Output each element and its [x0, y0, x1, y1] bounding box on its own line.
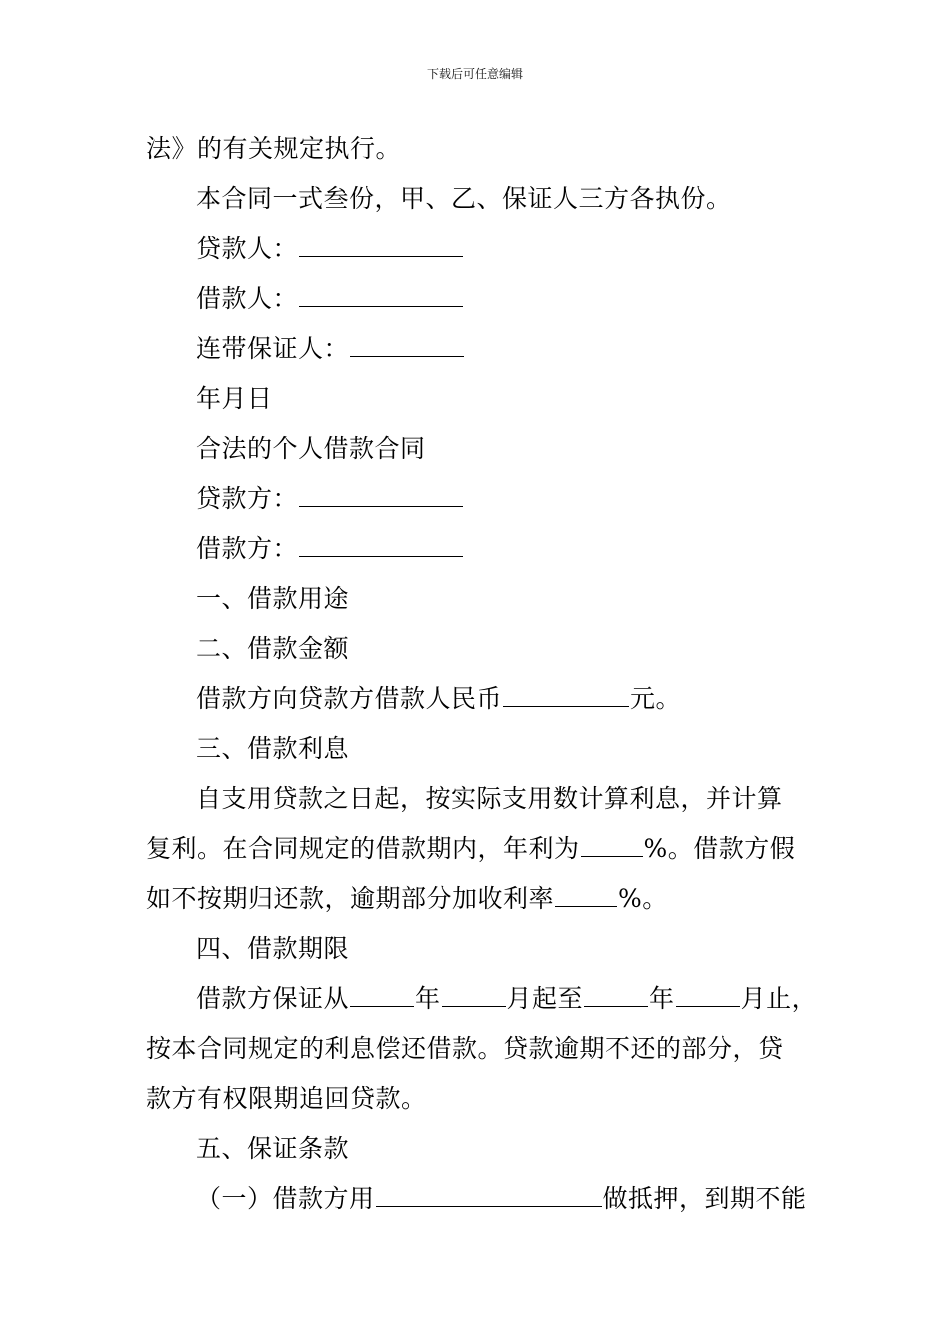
- clause-heading: 三、借款利息: [196, 734, 350, 763]
- text-segment: 元。: [630, 684, 682, 713]
- paragraph-line: 款方有权限期追回贷款。: [146, 1084, 427, 1113]
- borrower-signature-line: [196, 282, 464, 316]
- date-line: 年月日: [196, 384, 273, 413]
- paragraph-line: [146, 882, 668, 916]
- clause-heading: 四、借款期限: [196, 934, 350, 963]
- blank-field: [676, 984, 740, 1007]
- lender-party-line: [196, 482, 464, 516]
- blank-field: [442, 984, 506, 1007]
- blank-field: [581, 834, 643, 857]
- text-segment: 年: [649, 984, 675, 1013]
- text-segment: 月起至: [506, 984, 584, 1013]
- blank-field: [350, 334, 464, 357]
- paragraph-line: [146, 832, 795, 866]
- page-header-note: 下载后可任意编辑: [426, 67, 523, 81]
- clause-heading: 五、保证条款: [196, 1134, 350, 1163]
- blank-field: [299, 284, 463, 307]
- blank-field: [555, 884, 617, 907]
- paragraph-line: 法》的有关规定执行。: [146, 134, 402, 163]
- blank-field: [299, 234, 463, 257]
- blank-field: [584, 984, 648, 1007]
- paragraph-line: 本合同一式叁份，甲、乙、保证人三方各执份。: [196, 184, 732, 213]
- blank-field: [376, 1184, 602, 1207]
- lender-label: 贷款人：: [196, 234, 299, 263]
- text-segment: 月止，: [740, 984, 818, 1013]
- lender-party-label: 贷款方：: [196, 484, 299, 513]
- text-segment: 做抵押，到期不能: [602, 1184, 807, 1213]
- blank-field: [503, 684, 629, 707]
- borrower-party-line: [196, 532, 464, 566]
- lender-signature-line: [196, 232, 464, 266]
- text-segment: 复利。在合同规定的借款期内，年利为: [146, 834, 580, 863]
- clause-heading: 一、借款用途: [196, 584, 350, 613]
- paragraph-line: 自支用贷款之日起，按实际支用数计算利息，并计算: [196, 784, 783, 813]
- guarantor-signature-line: [196, 332, 465, 366]
- text-segment: %。借款方假: [643, 834, 796, 863]
- paragraph-line: [196, 1182, 807, 1216]
- blank-field: [350, 984, 414, 1007]
- guarantor-label: 连带保证人：: [196, 334, 350, 363]
- text-segment: %。: [618, 884, 668, 913]
- clause-heading: 二、借款金额: [196, 634, 350, 663]
- text-segment: 年: [415, 984, 441, 1013]
- text-segment: 借款方向贷款方借款人民币: [196, 684, 503, 713]
- paragraph-line: [196, 982, 817, 1016]
- text-segment: 如不按期归还款，逾期部分加收利率: [146, 884, 555, 913]
- blank-field: [299, 534, 463, 557]
- borrower-label: 借款人：: [196, 284, 299, 313]
- borrower-party-label: 借款方：: [196, 534, 299, 563]
- text-segment: 借款方保证从: [196, 984, 350, 1013]
- section-title: 合法的个人借款合同: [196, 434, 426, 463]
- text-segment: （一）借款方用: [196, 1184, 375, 1213]
- paragraph-line: [196, 682, 681, 716]
- paragraph-line: 按本合同规定的利息偿还借款。贷款逾期不还的部分，贷: [146, 1034, 784, 1063]
- blank-field: [299, 484, 463, 507]
